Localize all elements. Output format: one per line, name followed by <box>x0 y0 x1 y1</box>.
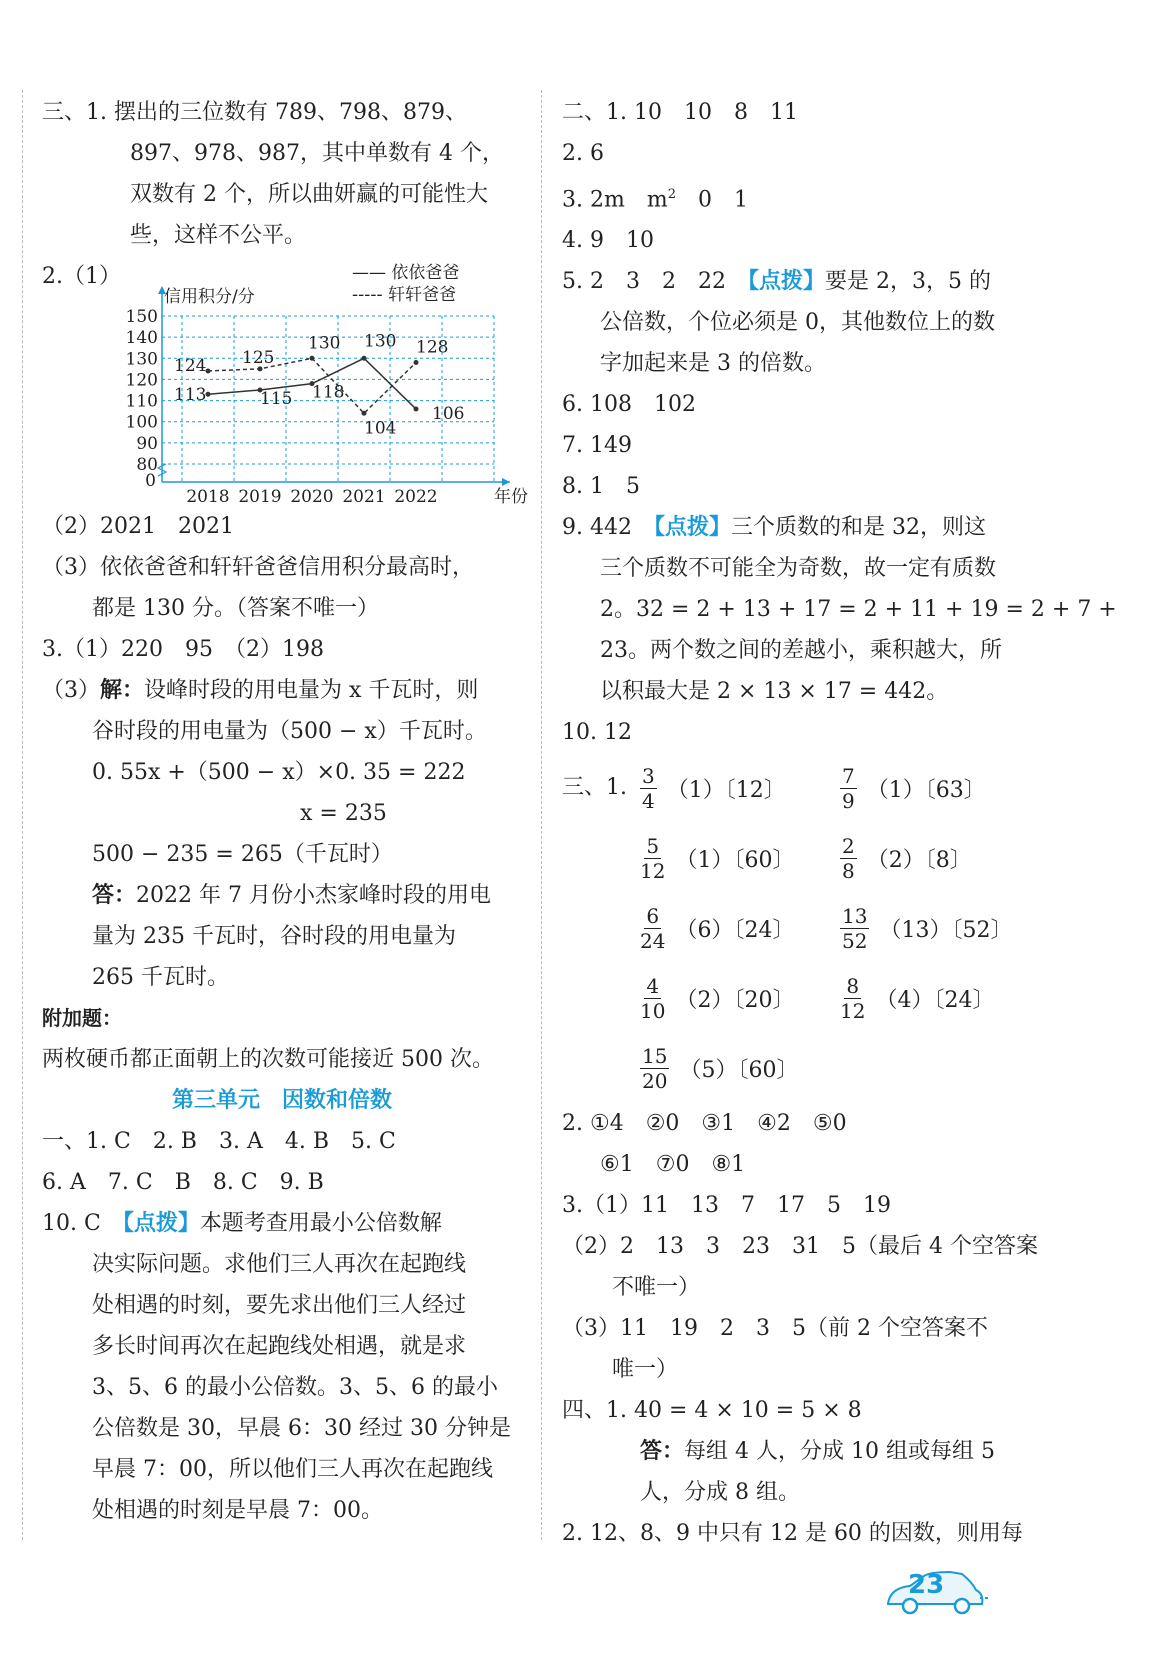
y-tick-label: 150 <box>125 307 158 327</box>
data-point <box>310 356 315 361</box>
numerator: 8 <box>846 973 860 998</box>
r-q3 <box>562 174 1042 220</box>
s4-answer: 人，分成 8 组。 <box>640 1480 800 1506</box>
s3-3: 唯一） <box>612 1357 679 1383</box>
r-line: 7. 149 <box>562 433 632 459</box>
data-point <box>362 411 367 416</box>
u3-10-line: 早晨 7：00，所以他们三人再次在起跑线 <box>92 1457 493 1482</box>
fraction-answer: （1）〔12〕 <box>666 777 786 803</box>
u3-10-line: 3、5、6 的最小公倍数。3、5、6 的最小 <box>92 1375 498 1400</box>
r-q5-text: 要是 2，3，5 的 <box>825 269 991 295</box>
hint-label: 【点拨】 <box>122 1210 200 1236</box>
data-label: 124 <box>174 355 207 376</box>
denominator: 12 <box>840 998 866 1023</box>
r-q5-line: 公倍数，个位必须是 0，其他数位上的数 <box>600 310 995 336</box>
y-tick-label: 120 <box>125 370 158 391</box>
y-tick-label: 80 <box>136 455 158 475</box>
x-tick-label: 2018 <box>186 487 230 507</box>
data-label: 130 <box>308 333 341 354</box>
numerator: 2 <box>842 833 855 858</box>
fraction-item <box>640 974 840 1023</box>
x-tick-label: 2021 <box>342 487 386 507</box>
fraction <box>840 904 869 953</box>
data-label: 118 <box>312 382 345 403</box>
denominator: 4 <box>642 788 655 813</box>
fraction-answer: （4）〔24〕 <box>875 987 995 1013</box>
numerator: 7 <box>842 763 855 788</box>
r-q3-sup: 2 <box>667 187 676 202</box>
fraction-item <box>840 974 1040 1023</box>
r-q5-line: 字加起来是 3 的倍数。 <box>600 351 826 377</box>
axis-break <box>158 464 166 476</box>
r-q9-prefix: 9. 442 <box>562 515 654 541</box>
fraction-answer: （1）〔63〕 <box>866 777 986 803</box>
q3-3-text: 设峰时段的用电量为 x 千瓦时，则 <box>144 678 479 703</box>
fraction <box>640 1044 669 1093</box>
fraction <box>640 834 665 883</box>
r-q5 <box>562 261 1042 302</box>
fraction-row <box>640 963 1042 1033</box>
u3-10-line: 处相遇的时刻，要先求出他们三人经过 <box>92 1293 467 1318</box>
fraction-answer: （5）〔60〕 <box>679 1057 799 1083</box>
y-tick-label: 130 <box>125 349 158 370</box>
fraction-row <box>640 823 1042 893</box>
column-divider <box>541 90 542 1540</box>
fraction-item <box>640 1044 840 1093</box>
s3-3: 不唯一） <box>612 1275 701 1301</box>
fraction-item <box>840 834 1040 883</box>
u3-10-line: 决实际问题。求他们三人再次在起跑线 <box>92 1252 467 1277</box>
fraction-answer: （2）〔20〕 <box>675 987 795 1013</box>
fraction-row <box>640 1033 1042 1103</box>
data-label: 128 <box>416 337 449 358</box>
credit-score-chart <box>42 256 528 507</box>
s4-2: 2. 12、8、9 中只有 12 是 60 的因数，则用每 <box>562 1521 1023 1547</box>
unit-title: 第三单元 因数和倍数 <box>171 1088 392 1113</box>
r-q9 <box>562 507 1042 548</box>
answer-label: 答： <box>92 882 137 908</box>
r-q9-line: 三个质数不可能全为奇数，故一定有质数 <box>600 556 997 582</box>
fraction-item <box>840 764 1040 813</box>
page-number-badge <box>880 1568 990 1622</box>
x-axis-arrow <box>502 478 510 486</box>
answer-text: 2022 年 7 月份小杰家峰时段的用电 <box>136 883 491 908</box>
q3-3-prefix: （3） <box>42 678 100 703</box>
y-tick-label: 0 <box>145 471 156 491</box>
extra-title: 附加题： <box>42 1006 122 1030</box>
legend-entry: —— 依依爸爸 <box>352 263 460 283</box>
data-label: 106 <box>432 404 465 425</box>
data-label: 130 <box>364 331 397 352</box>
fraction-item <box>840 904 1040 953</box>
q3-1: 3.（1）220 95 （2）198 <box>42 637 324 662</box>
u3-line: 6. A 7. C B 8. C 9. B <box>42 1170 324 1195</box>
s3-2: 2. ①4 ②0 ③1 ④2 ⑤0 <box>562 1111 847 1137</box>
u3-line: 一、1. C 2. B 3. A 4. B 5. C <box>42 1129 396 1154</box>
s3-line: 些，这样不公平。 <box>130 223 307 248</box>
left-margin-divider <box>22 90 23 1540</box>
u3-10-line: 公倍数是 30，早晨 6：30 经过 30 分钟是 <box>92 1416 511 1441</box>
s3-3: （2）2 13 3 23 31 5（最后 4 个空答案 <box>562 1234 1038 1260</box>
y-tick-label: 110 <box>125 391 158 412</box>
data-label: 125 <box>242 347 275 368</box>
denominator: 24 <box>640 928 666 953</box>
hint-label: 【点拨】 <box>653 514 731 541</box>
u3-10-line: 多长时间再次在起跑线处相遇，就是求 <box>92 1334 467 1359</box>
y-tick-label: 90 <box>136 433 158 454</box>
q2-label: 2.（1） <box>42 264 121 289</box>
u3-10-text: 本题考查用最小公倍数解 <box>199 1211 442 1236</box>
fraction-item <box>640 904 840 953</box>
answer <box>42 875 522 916</box>
denominator: 9 <box>842 788 855 813</box>
fraction <box>840 764 857 813</box>
data-label: 113 <box>174 385 207 406</box>
legend-entry: ----- 轩轩爸爸 <box>352 285 457 305</box>
y-tick-label: 100 <box>125 412 158 433</box>
hint-label: 【点拨】 <box>747 268 825 295</box>
s3-line: 双数有 2 个，所以曲妍赢的可能性大 <box>130 182 488 207</box>
denominator: 8 <box>842 858 855 883</box>
r-q9-text: 三个质数的和是 32，则这 <box>731 515 986 541</box>
s4-1: 四、1. 40 = 4 × 10 = 5 × 8 <box>562 1398 862 1424</box>
line-chart-svg <box>42 256 528 507</box>
fraction-item <box>640 834 840 883</box>
s3-line: 三、1. 摆出的三位数有 789、798、879、 <box>42 100 467 125</box>
numerator: 6 <box>646 903 660 928</box>
y-axis-title: 信用积分/分 <box>164 287 255 307</box>
s3-3: 3.（1）11 13 7 17 5 19 <box>562 1193 891 1219</box>
denominator: 10 <box>640 998 666 1023</box>
fraction-row <box>640 753 1042 823</box>
answer-text: 每组 4 人，分成 10 组或每组 5 <box>684 1439 995 1465</box>
s4-answer <box>562 1431 1042 1472</box>
numerator: 5 <box>646 833 660 858</box>
s3-line: 897、978、987，其中单数有 4 个， <box>130 141 504 166</box>
answer: 265 千瓦时。 <box>92 965 229 990</box>
data-label: 104 <box>364 418 397 439</box>
answer-label: 答： <box>640 1438 685 1465</box>
s3-prefix: 三、1. <box>562 775 627 801</box>
q3-3: 谷时段的用电量为（500 − x）千瓦时。 <box>92 719 487 744</box>
data-point <box>414 360 419 365</box>
x-tick-label: 2019 <box>238 487 282 507</box>
r-q5-prefix: 5. 2 3 2 22 <box>562 269 748 295</box>
fraction-answer: （6）〔24〕 <box>675 917 795 943</box>
u3-10 <box>42 1203 522 1244</box>
numerator: 3 <box>642 763 655 788</box>
r-q9-line: 2。32 = 2 + 13 + 17 = 2 + 11 + 19 = 2 + 7 + <box>600 597 1117 623</box>
r-q9-line: 23。两个数之间的差越小，乘积越大，所 <box>600 638 1002 664</box>
fraction-row <box>640 893 1042 963</box>
r-line: 4. 9 10 <box>562 228 654 254</box>
numerator: 15 <box>642 1043 668 1068</box>
denominator: 20 <box>642 1068 668 1093</box>
data-point <box>362 356 367 361</box>
denominator: 52 <box>842 928 868 953</box>
numerator: 13 <box>842 903 868 928</box>
x-axis-title: 年份 <box>494 487 528 507</box>
q2-3: 都是 130 分。（答案不唯一） <box>92 596 379 621</box>
fraction-item <box>640 764 840 813</box>
r-line: 二、1. 10 10 8 11 <box>562 100 798 125</box>
fraction <box>640 974 665 1023</box>
fraction-answer: （2）〔8〕 <box>866 847 972 873</box>
r-q9-line: 以积最大是 2 × 13 × 17 = 442。 <box>600 679 949 705</box>
r-line: 2. 6 <box>562 141 604 166</box>
fraction <box>640 904 665 953</box>
right-column <box>562 92 1117 1554</box>
u3-10-line: 处相遇的时刻是早晨 7：00。 <box>92 1498 383 1523</box>
r-line: 8. 1 5 <box>562 474 640 500</box>
equation: 0. 55x +（500 − x）×0. 35 = 222 <box>92 760 466 785</box>
equation: 500 − 235 = 265（千瓦时） <box>92 842 393 867</box>
numerator: 4 <box>646 973 660 998</box>
y-tick-label: 140 <box>125 328 158 349</box>
u3-10-prefix: 10. C <box>42 1211 123 1236</box>
extra-text: 两枚硬币都正面朝上的次数可能接近 500 次。 <box>42 1047 494 1072</box>
denominator: 12 <box>640 858 666 883</box>
fraction <box>840 974 865 1023</box>
q2-3: （3）依依爸爸和轩轩爸爸信用积分最高时， <box>42 555 474 580</box>
fraction <box>640 764 657 813</box>
data-label: 115 <box>260 389 293 409</box>
x-tick-label: 2022 <box>394 487 438 507</box>
r-q3-text: 3. 2m m <box>562 187 668 213</box>
equation: x = 235 <box>300 801 387 826</box>
answer: 量为 235 千瓦时，谷时段的用电量为 <box>92 924 456 949</box>
data-point <box>414 407 419 412</box>
r-line: 6. 108 102 <box>562 392 696 418</box>
jie-label: 解： <box>100 677 145 703</box>
s3-2: ⑥1 ⑦0 ⑧1 <box>600 1152 746 1178</box>
fraction <box>840 834 857 883</box>
r-q10: 10. 12 <box>562 720 632 746</box>
fraction-answer: （1）〔60〕 <box>675 847 795 873</box>
r-q3-tail: 0 1 <box>676 187 748 213</box>
page-number: 23 <box>908 1570 945 1600</box>
fraction-grid <box>562 753 1042 1103</box>
fraction-answer: （13）〔52〕 <box>879 917 1013 943</box>
q2-2: （2）2021 2021 <box>42 514 234 539</box>
q3-3 <box>42 670 522 711</box>
s3-3: （3）11 19 2 3 5（前 2 个空答案不 <box>562 1316 988 1342</box>
left-column <box>42 92 528 1531</box>
x-tick-label: 2020 <box>290 487 334 507</box>
